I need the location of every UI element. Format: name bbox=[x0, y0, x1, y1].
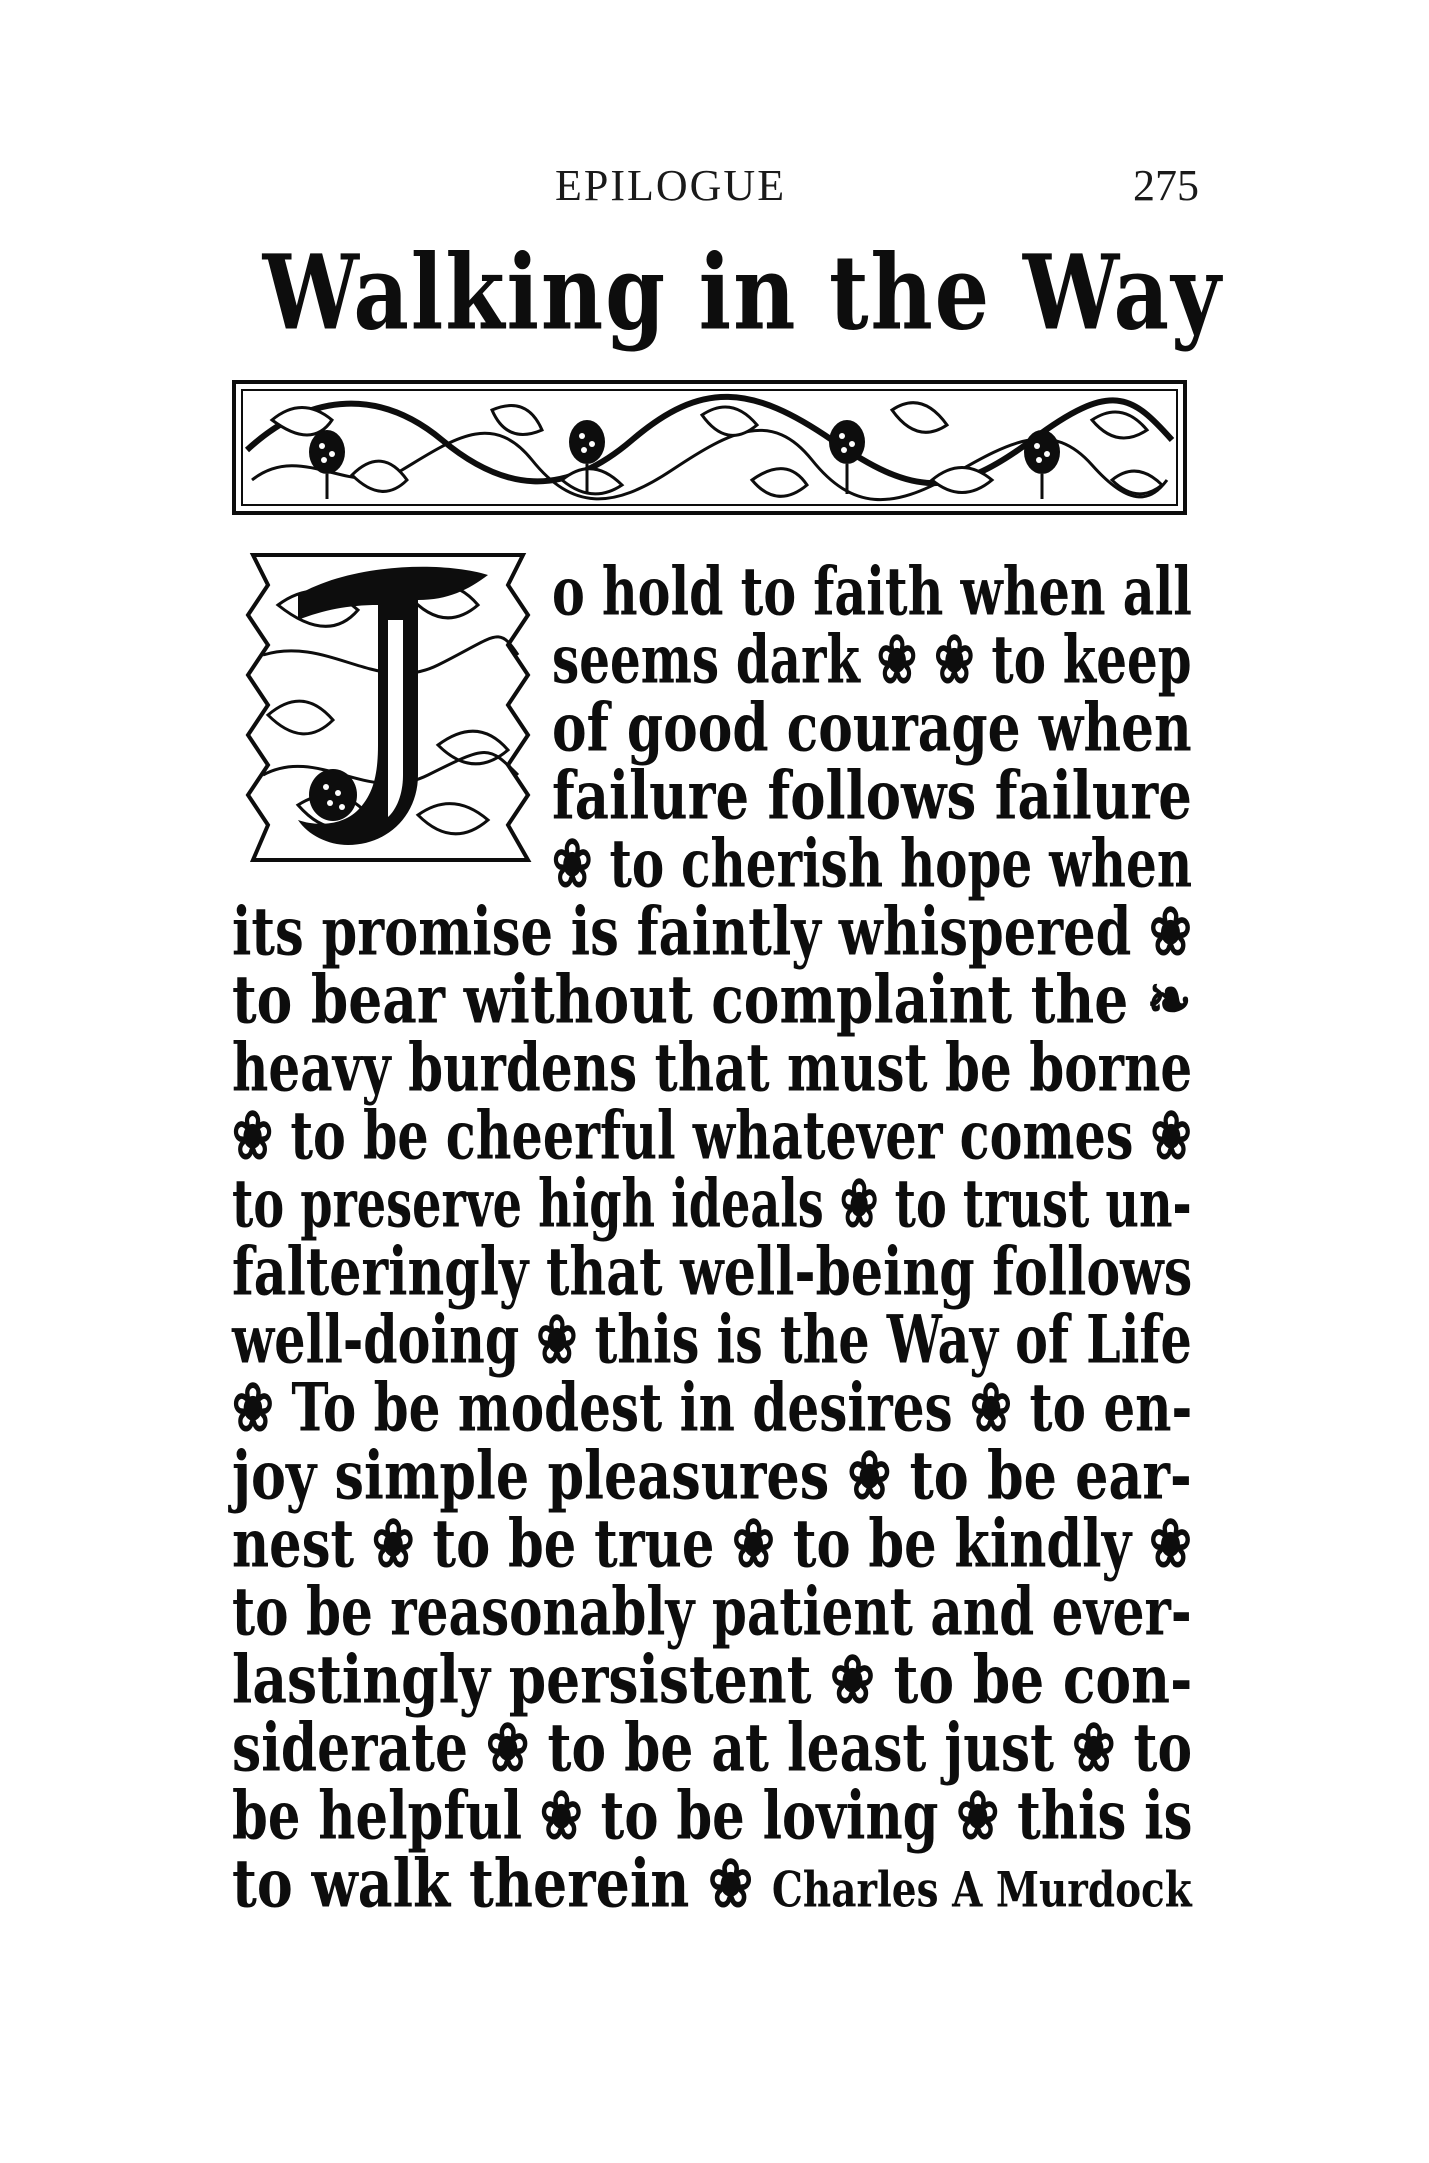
text-line: be helpful ❀ to be loving ❀ this is bbox=[232, 1776, 1193, 1855]
text-line: ❀ to be cheerful whatever comes ❀ bbox=[232, 1096, 1192, 1175]
page-title: Walking in the Way bbox=[262, 232, 1223, 353]
ornament-band-icon bbox=[232, 380, 1187, 515]
page-number: 275 bbox=[1133, 161, 1199, 210]
text-line: seems dark ❀ ❀ to keep bbox=[552, 620, 1192, 699]
text-line: to bear without complaint the ❧ bbox=[232, 960, 1192, 1039]
text-line: ❀ To be modest in desires ❀ to en- bbox=[232, 1368, 1193, 1447]
poem-text bbox=[232, 550, 1193, 1923]
text-line: siderate ❀ to be at least just ❀ to bbox=[232, 1708, 1193, 1787]
text-line: falteringly that well-being follows bbox=[232, 1232, 1193, 1311]
last-text-line bbox=[232, 1842, 1192, 1925]
text-line: heavy burdens that must be borne bbox=[232, 1028, 1193, 1107]
text-line-content: to walk therein ❀ bbox=[232, 1844, 754, 1923]
text-line: to preserve high ideals ❀ to trust un- bbox=[232, 1164, 1192, 1243]
text-line: failure follows failure bbox=[552, 756, 1192, 835]
text-line: nest ❀ to be true ❀ to be kindly ❀ bbox=[232, 1504, 1192, 1583]
running-head: EPILOGUE bbox=[555, 161, 787, 210]
text-line: of good courage when bbox=[552, 688, 1192, 767]
text-line: o hold to faith when all bbox=[552, 552, 1192, 631]
text-line: joy simple pleasures ❀ to be ear- bbox=[232, 1436, 1192, 1515]
text-line: ❀ to cherish hope when bbox=[552, 824, 1193, 903]
text-line: lastingly persistent ❀ to be con- bbox=[232, 1640, 1193, 1719]
text-line: well-doing ❀ this is the Way of Life bbox=[232, 1300, 1192, 1379]
signature: Charles A Murdock bbox=[771, 1861, 1192, 1918]
page-header bbox=[0, 160, 1429, 220]
text-line: to be reasonably patient and ever- bbox=[232, 1572, 1192, 1651]
text-line: its promise is faintly whispered ❀ bbox=[232, 892, 1192, 971]
